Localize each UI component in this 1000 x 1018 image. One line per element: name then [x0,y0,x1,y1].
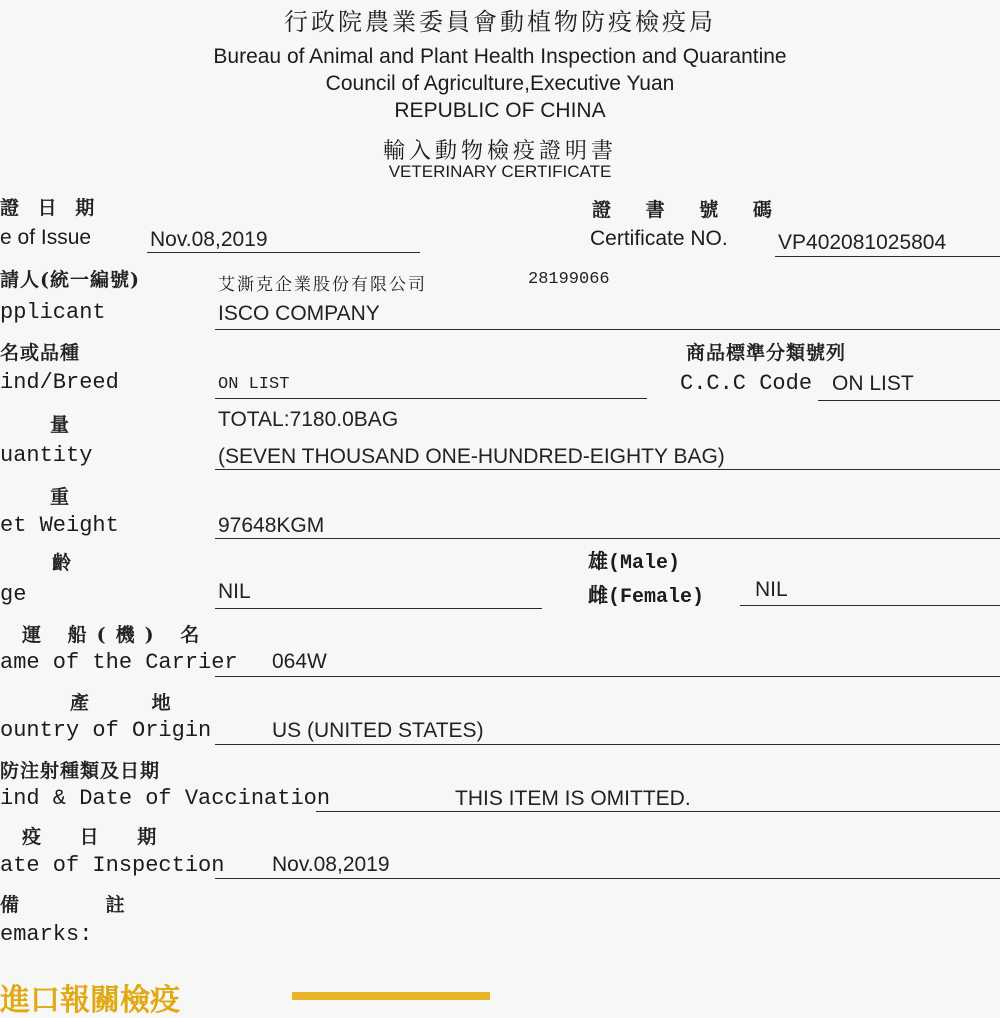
carrier-label-en: ame of the Carrier [0,650,238,675]
vaccination-rule [316,811,1000,812]
breed-label-en: ind/Breed [0,370,119,395]
net-weight-label-zh: 重 [50,486,76,508]
age-label-zh: 齡 [52,552,78,574]
footer-banner-text: 進口報關檢疫 [0,983,180,1018]
net-weight-label-en: et Weight [0,513,119,538]
sex-male-label: 雄(Male) [588,552,681,575]
issue-date-label-zh: 證 日 期 [0,197,101,219]
remarks-label-zh: 備 註 [0,894,165,916]
vaccination-label-en: ind & Date of Vaccination [0,786,331,811]
carrier-rule [215,676,1000,677]
inspection-label-en: ate of Inspection [0,853,225,878]
issue-date-rule [147,252,420,253]
agency-name-en: Bureau of Animal and Plant Health Inspection and Quarantine [213,45,787,68]
certificate-title-zh: 輸入動物檢疫證明書 [382,139,617,164]
vaccination-value: THIS ITEM IS OMITTED. [455,787,691,810]
issue-date-label-en: e of Issue [0,226,92,249]
breed-label-zh: 名或品種 [0,342,81,364]
cert-no-rule [775,256,1000,257]
breed-value: ON LIST [218,375,290,394]
net-weight-rule [215,538,1000,539]
ccc-label-zh: 商品標準分類號列 [686,342,847,364]
ccc-label-en: C.C.C Code [680,371,813,396]
age-label-en: ge [0,582,27,607]
ccc-rule [818,400,1000,401]
carrier-value: 064W [272,650,327,673]
origin-rule [215,744,1000,745]
net-weight-value: 97648KGM [218,514,325,537]
applicant-value: ISCO COMPANY [218,302,380,325]
quantity-rule [215,469,1000,470]
footer-banner-box [292,992,490,1000]
carrier-label-zh: 運 船(機) 名 [22,624,210,646]
quantity-words: (SEVEN THOUSAND ONE-HUNDRED-EIGHTY BAG) [218,445,725,468]
sex-female-label: 雌(Female) [588,586,705,609]
council-name: Council of Agriculture,Executive Yuan [325,72,675,95]
age-value: NIL [218,580,251,603]
ccc-value: ON LIST [832,372,914,395]
breed-rule [215,398,647,399]
agency-name-zh: 行政院農業委員會動植物防疫檢疫局 [284,8,716,36]
remarks-label-en: emarks: [0,922,93,947]
quantity-label-zh: 量 [50,414,76,436]
origin-label-en: ountry of Origin [0,718,212,743]
inspection-value: Nov.08,2019 [272,853,390,876]
applicant-tax-id: 28199066 [528,270,610,289]
certificate-title-en: VETERINARY CERTIFICATE [388,162,612,181]
quantity-value: TOTAL:7180.0BAG [218,408,399,431]
origin-value: US (UNITED STATES) [272,719,484,742]
inspection-rule [215,878,1000,879]
quantity-label-en: uantity [0,443,93,468]
sex-rule [740,605,1000,606]
applicant-label-en: pplicant [0,300,106,325]
origin-label-zh: 產 地 [70,692,199,714]
sex-value: NIL [755,578,788,601]
issue-date-value: Nov.08,2019 [150,228,268,251]
age-rule [215,608,542,609]
applicant-label-zh: 請人(統一編號) [0,269,140,291]
country-name: REPUBLIC OF CHINA [394,99,606,122]
vaccination-label-zh: 防注射種類及日期 [0,760,161,782]
inspection-label-zh: 疫 日 期 [22,826,173,848]
applicant-rule [215,329,1000,330]
cert-no-value: VP402081025804 [778,231,947,254]
cert-no-label-zh: 證 書 號 碼 [592,199,786,221]
cert-no-label-en: Certificate NO. [590,227,728,250]
applicant-value-zh: 艾澌克企業股份有限公司 [218,275,427,295]
